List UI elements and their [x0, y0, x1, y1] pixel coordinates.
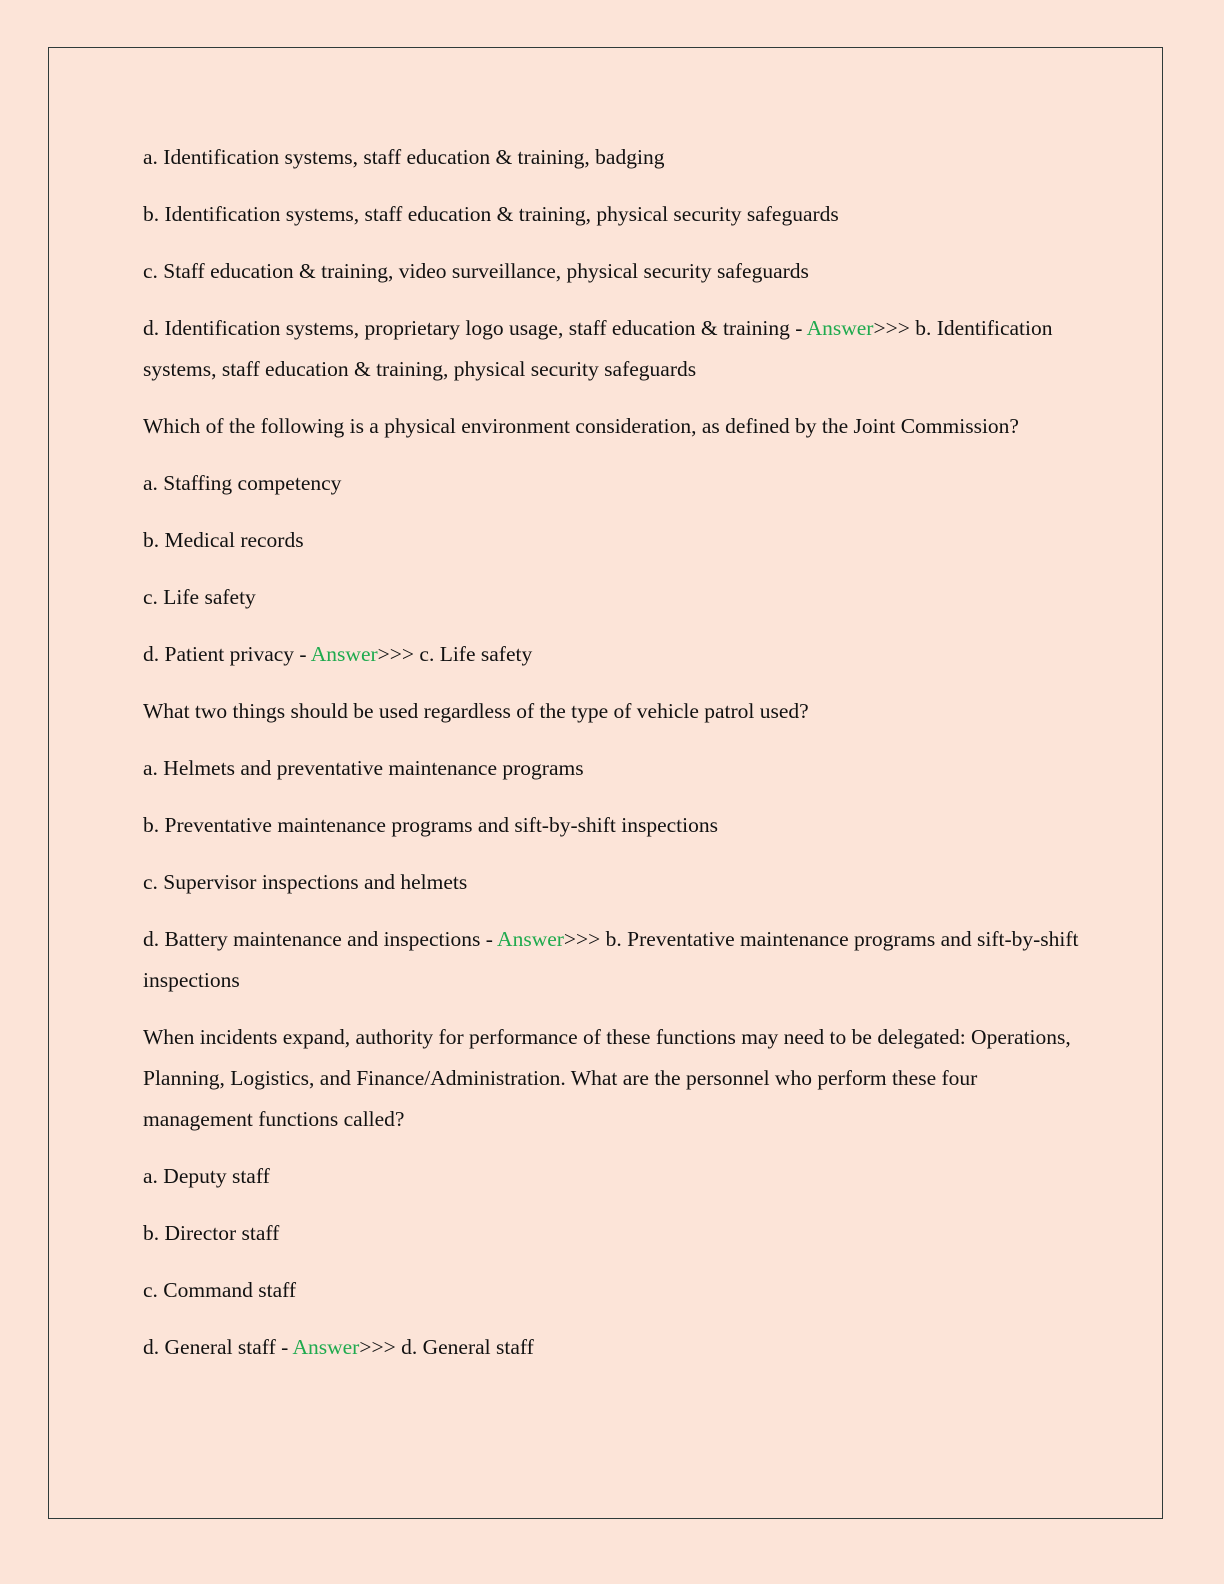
option-text: b. Director staff [143, 1221, 280, 1245]
answer-label: Answer [292, 1335, 360, 1359]
answer-label: Answer [310, 642, 378, 666]
question [143, 406, 1083, 447]
answer-label: Answer [497, 927, 564, 951]
option-text: b. Medical records [143, 528, 304, 552]
option-a [143, 463, 1083, 504]
option-c [143, 577, 1083, 618]
option-text: a. Staffing competency [143, 471, 342, 495]
answer-text: >>> b. Identification systems, staff education & training, physical security safeguards [143, 316, 1053, 381]
document-body [143, 137, 1083, 1384]
option-text: d. Identification systems, proprietary logo usage, staff education & training - [143, 316, 807, 340]
answer-label: Answer [806, 316, 874, 340]
question-text: Which of the following is a physical environment consideration, as defined by the Joint Commission? [143, 414, 1019, 438]
option-c [143, 1270, 1083, 1311]
option-a [143, 1156, 1083, 1197]
question [143, 691, 1083, 732]
answer-text: >>> d. General staff [359, 1335, 534, 1359]
answer-text: >>> b. Preventative maintenance programs and sift-by-shift inspections [143, 927, 1079, 992]
option-b [143, 520, 1083, 561]
option-text: c. Supervisor inspections and helmets [143, 870, 468, 894]
option-text: c. Command staff [143, 1278, 297, 1302]
option-d-with-answer [143, 634, 1083, 675]
answer-text: >>> c. Life safety [377, 642, 533, 666]
question-text: When incidents expand, authority for performance of these functions may need to be delegated: Operations, Planning, Logistics, and Finance/Administration. What are the personnel who perform these four management functions called? [143, 1025, 1071, 1131]
option-a [143, 137, 1083, 178]
option-text: d. Battery maintenance and inspections - [143, 927, 498, 951]
option-text: c. Staff education & training, video surveillance, physical security safeguards [143, 259, 809, 283]
option-c [143, 251, 1083, 292]
option-d-with-answer [143, 1327, 1083, 1368]
option-text: a. Identification systems, staff education & training, badging [143, 145, 665, 169]
option-text: b. Identification systems, staff education & training, physical security safeguards [143, 202, 839, 226]
option-b [143, 805, 1083, 846]
option-text: b. Preventative maintenance programs and sift-by-shift inspections [143, 813, 718, 837]
option-text: d. General staff - [143, 1335, 293, 1359]
option-a [143, 748, 1083, 789]
question-text: What two things should be used regardless of the type of vehicle patrol used? [143, 699, 809, 723]
option-text: a. Deputy staff [143, 1164, 270, 1188]
option-text: d. Patient privacy - [143, 642, 311, 666]
option-b [143, 1213, 1083, 1254]
question [143, 1017, 1083, 1140]
option-text: a. Helmets and preventative maintenance programs [143, 756, 584, 780]
option-text: c. Life safety [143, 585, 256, 609]
option-d-with-answer [143, 308, 1083, 390]
option-b [143, 194, 1083, 235]
option-d-with-answer [143, 919, 1083, 1001]
option-c [143, 862, 1083, 903]
